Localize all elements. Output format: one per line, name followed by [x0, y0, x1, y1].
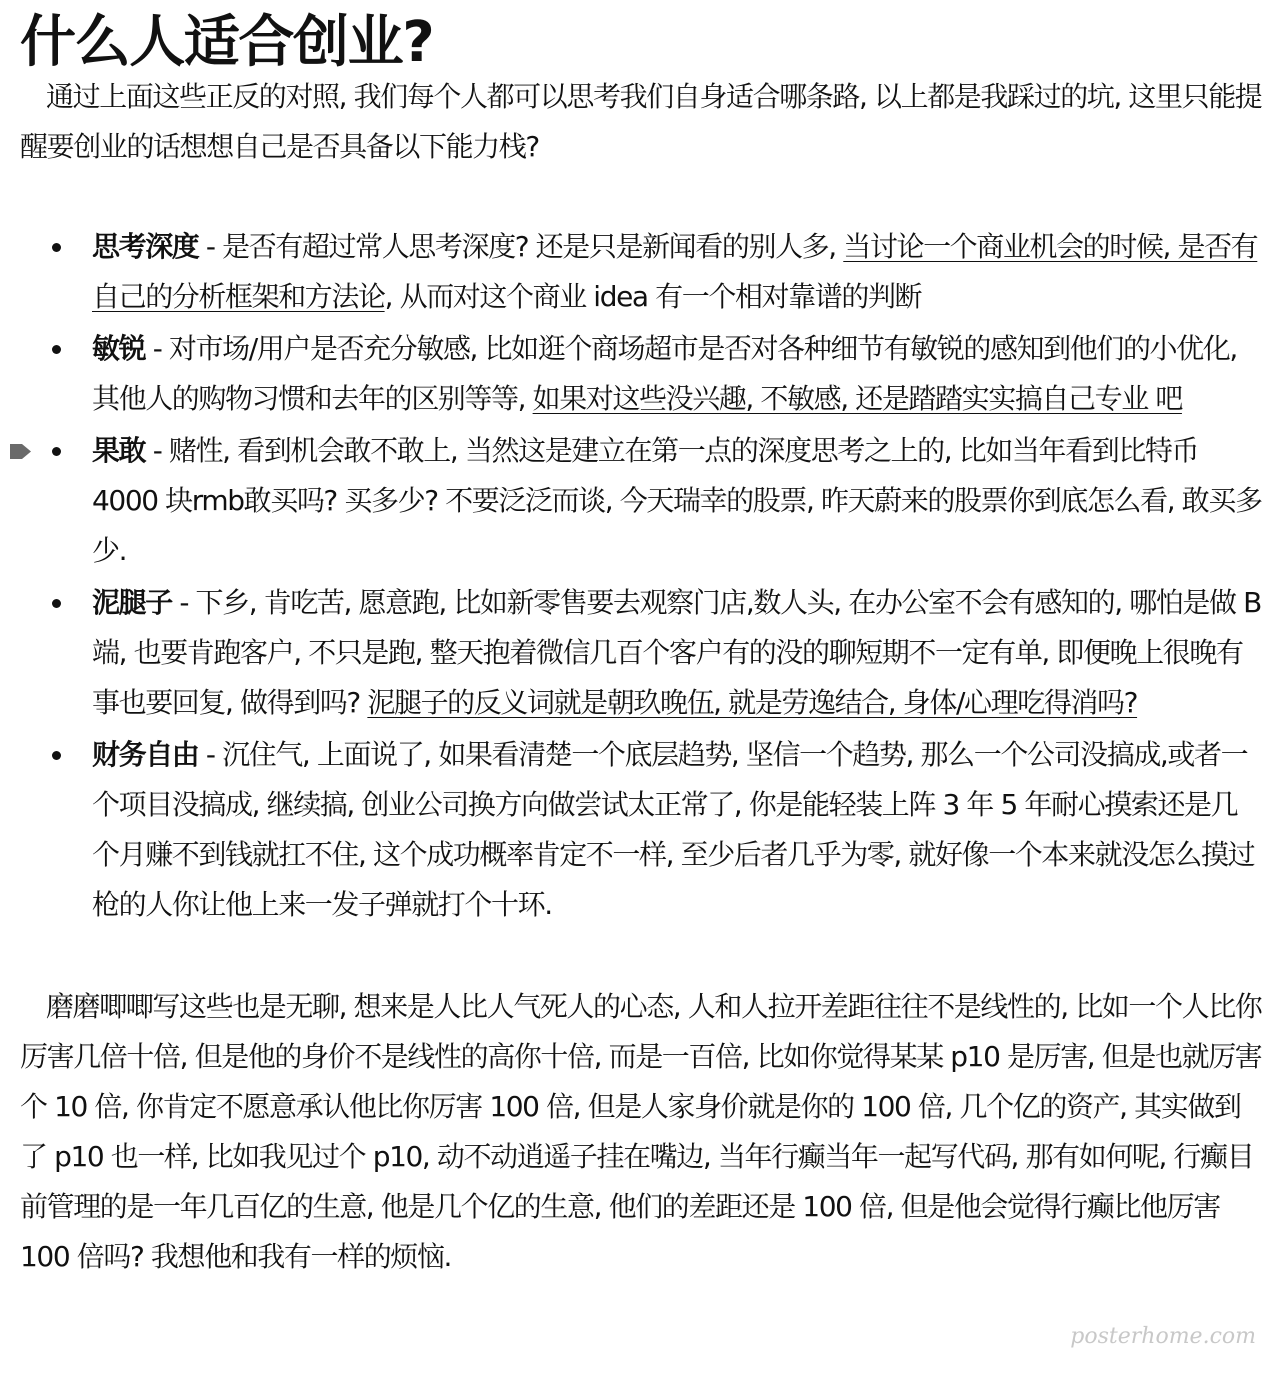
item-text: - 是否有超过常人思考深度? 还是只是新闻看的别人多,: [198, 230, 844, 263]
closing-text: 磨磨唧唧写这些也是无聊, 想来是人比人气死人的心态, 人和人拉开差距往往不是线性的, 比如一个人比你厉害几倍十倍, 但是他的身价不是线性的高你十倍, 而是一百倍, 比如你觉得某某 p10 是厉害, 但是也就厉害个 10 倍, 你肯定不愿意承认他比你厉害 100 倍, 但是人家身价就是你的 100 倍, 几个亿的资产, 其实做到了 p10 也一样, 比如我见过个 p10, 动不动逍遥子挂在嘴边, 当年行癫当年一起写代码, 那有如何呢, 行癫目前管理的是一年几百亿的生意, 他是几个亿的生意, 他们的差距还是 100 倍, 但是他会觉得行癫比他厉害 100 倍吗? 我想他和我有一样的烦恼.: [20, 990, 1262, 1273]
intro-text: 通过上面这些正反的对照, 我们每个人都可以思考我们自身适合哪条路, 以上都是我踩过的坑, 这里只能提醒要创业的话想想自己是否具备以下能力栈?: [20, 80, 1262, 163]
watermark: posterhome.com: [1070, 1324, 1256, 1349]
list-item: [20, 730, 1262, 930]
item-emphasis: 泥腿子的反义词就是朝玖晚伍, 就是劳逸结合, 身体/心理吃得消吗?: [367, 686, 1138, 719]
item-term: 泥腿子: [92, 586, 172, 619]
list-item: [20, 324, 1262, 424]
item-text: - 下乡, 肯吃苦, 愿意跑, 比如新零售要去观察门店,数人头, 在办公室不会有感知的, 哪怕是做 B 端, 也要肯跑客户, 不只是跑, 整天抱着微信几百个客户有的没的聊短期不一定有单, 即便晚上很晚有事也要回复, 做得到吗?: [92, 586, 1261, 719]
pointer-marker-icon: [8, 443, 32, 460]
item-text: - 对市场/用户是否充分敏感, 比如逛个商场超市是否对各种细节有敏锐的感知到他们的小优化, 其他人的购物习惯和去年的区别等等,: [92, 332, 1237, 415]
item-term: 果敢: [92, 434, 146, 467]
ability-list: [20, 222, 1262, 930]
list-item: [20, 426, 1262, 576]
item-term: 财务自由: [92, 738, 199, 771]
item-text-after: , 从而对这个商业 idea 有一个相对靠谱的判断: [384, 280, 922, 313]
section-heading: 什么人适合创业?: [20, 10, 434, 75]
item-text: - 沉住气, 上面说了, 如果看清楚一个底层趋势, 坚信一个趋势, 那么一个公司没搞成,或者一个项目没搞成, 继续搞, 创业公司换方向做尝试太正常了, 你是能轻装上阵 3 年 5 年耐心摸索还是几个月赚不到钱就扛不住, 这个成功概率肯定不一样, 至少后者几乎为零, 就好像一个本来就没怎么摸过枪的人你让他上来一发子弹就打个十环.: [92, 738, 1255, 921]
item-text: - 赌性, 看到机会敢不敢上, 当然这是建立在第一点的深度思考之上的, 比如当年看到比特币4000 块rmb敢买吗? 买多少? 不要泛泛而谈, 今天瑞幸的股票, 昨天蔚来的股票你到底怎么看, 敢买多少.: [92, 434, 1262, 567]
item-emphasis: 当讨论一个商业机会的时候, 是否有自己的分析框架和方法论: [92, 230, 1258, 313]
bullet-icon: [52, 751, 61, 760]
bullet-icon: [52, 345, 61, 354]
item-emphasis: 如果对这些没兴趣, 不敏感, 还是踏踏实实搞自己专业 吧: [532, 382, 1182, 415]
item-term: 思考深度: [92, 230, 199, 263]
bullet-icon: [52, 243, 61, 252]
intro-paragraph: [20, 72, 1262, 172]
closing-paragraph: [20, 982, 1262, 1282]
bullet-icon: [52, 447, 61, 456]
list-item: [20, 578, 1262, 728]
list-item: [20, 222, 1262, 322]
item-term: 敏锐: [92, 332, 146, 365]
bullet-icon: [52, 599, 61, 608]
